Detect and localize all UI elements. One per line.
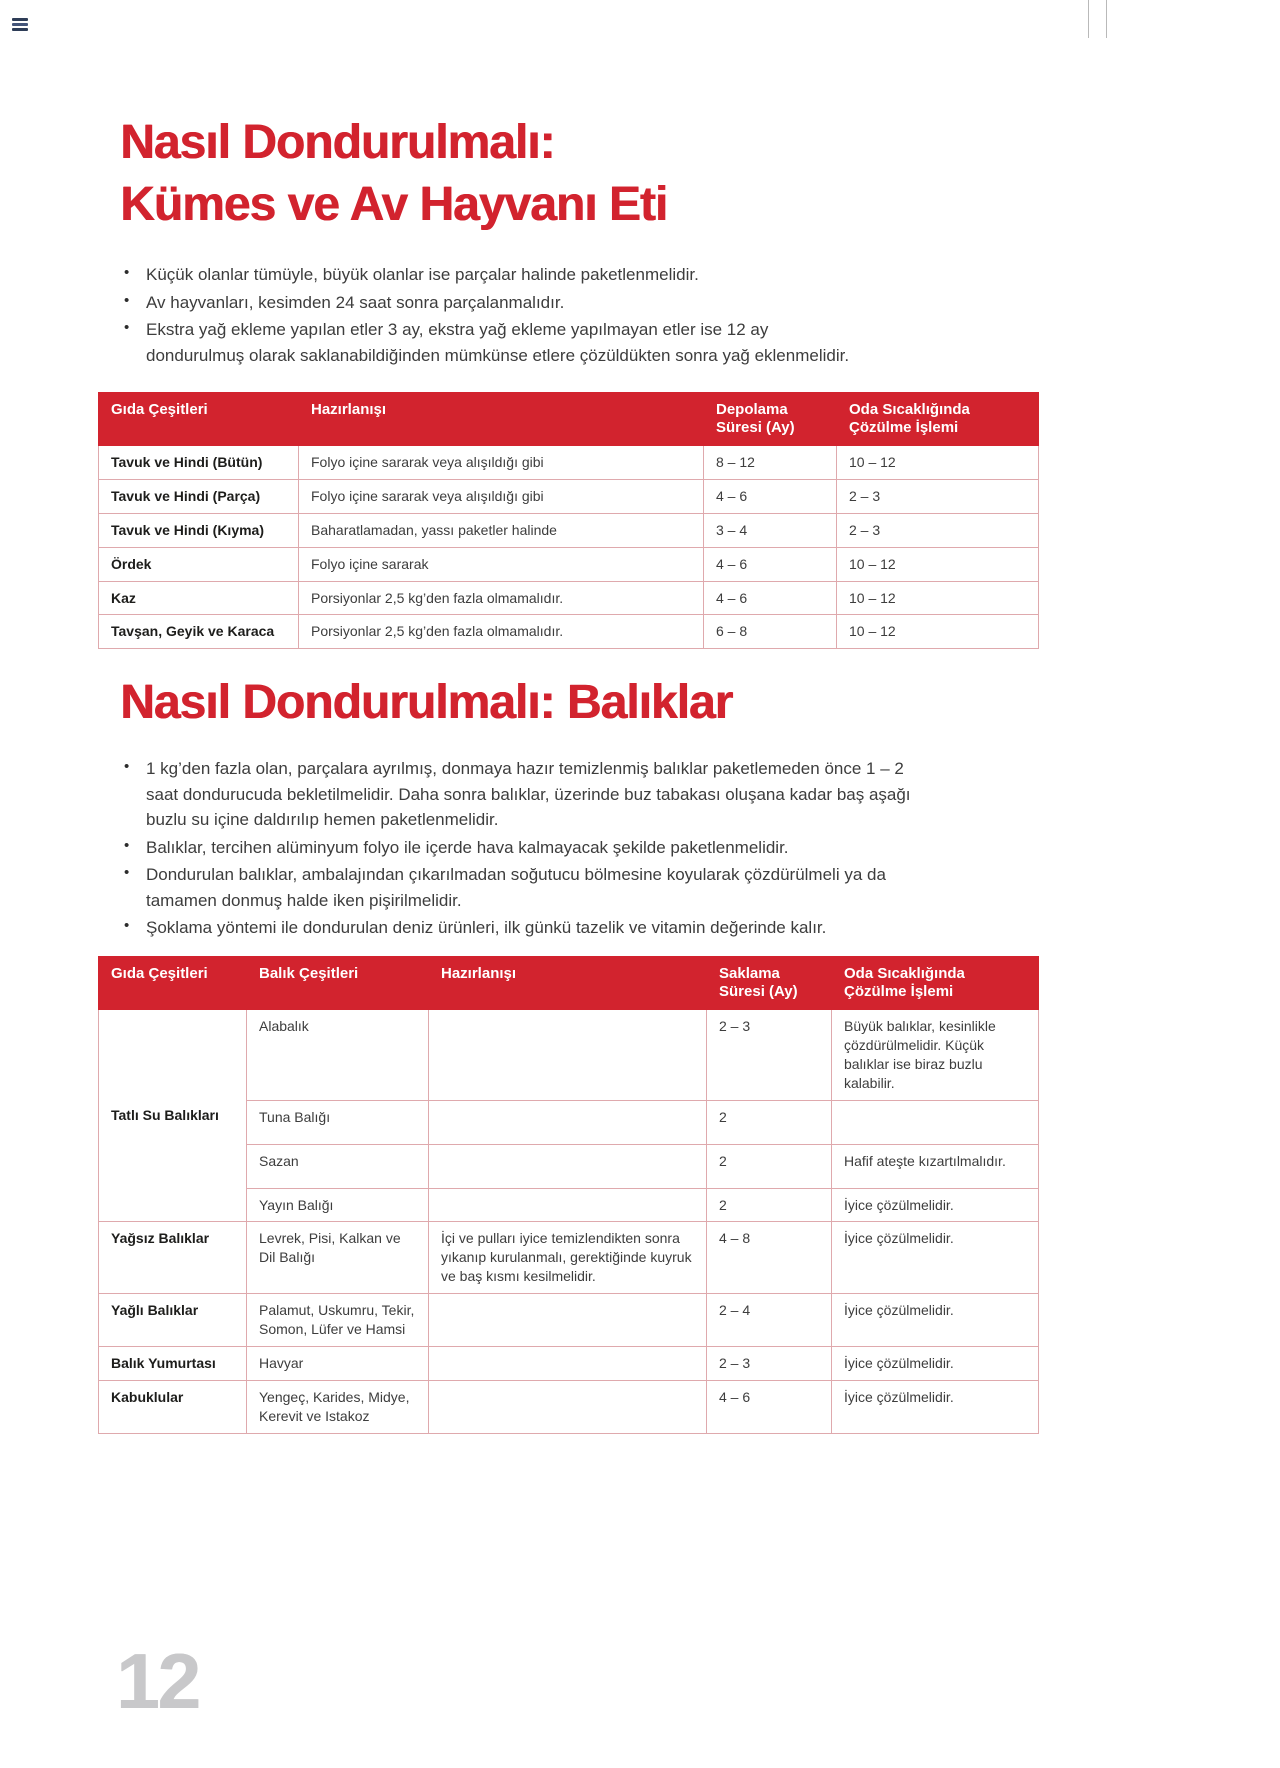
cell-preparation [429, 1188, 707, 1222]
cell-storage-time: 2 – 3 [707, 1010, 832, 1101]
poultry-game-table [98, 392, 1039, 649]
section1-title [120, 112, 667, 237]
cell-thawing: İyice çözülmelidir. [832, 1294, 1039, 1347]
cell-storage-time: 6 – 8 [704, 615, 837, 649]
cell-fish-type: Sazan [247, 1144, 429, 1188]
cell-fish-type: Tuna Balığı [247, 1100, 429, 1144]
table-row [99, 547, 1039, 581]
section1-title-line1: Nasıl Dondurulmalı: [120, 116, 555, 169]
page-number: 12 [116, 1637, 199, 1725]
bullet-item: • Küçük olanlar tümüyle, büyük olanlar ise parçalar halinde paketlenmelidir. [122, 262, 862, 288]
cell-preparation [429, 1294, 707, 1347]
section2-bullet-list [122, 756, 932, 943]
cell-thawing: İyice çözülmelidir. [832, 1188, 1039, 1222]
cell-preparation [429, 1100, 707, 1144]
bullet-item: • Av hayvanları, kesimden 24 saat sonra parçalanmalıdır. [122, 290, 862, 316]
table-row [99, 479, 1039, 513]
cell-thawing: 10 – 12 [837, 581, 1039, 615]
table-row [99, 1346, 1039, 1380]
cell-storage-time: 2 – 3 [707, 1346, 832, 1380]
cell-fish-type: Yengeç, Karides, Midye, Kerevit ve Istakoz [247, 1380, 429, 1433]
bullet-item: • Dondurulan balıklar, ambalajından çıkarılmadan soğutucu bölmesine koyularak çözdürülmeli ya da tamamen donmuş halde iken pişirilmelidir. [122, 862, 932, 913]
cell-preparation: Porsiyonlar 2,5 kg’den fazla olmamalıdır. [299, 581, 704, 615]
column-header-thawing: Oda Sıcaklığında Çözülme İşlemi [832, 957, 1039, 1010]
cell-fish-type: Palamut, Uskumru, Tekir, Somon, Lüfer ve Hamsi [247, 1294, 429, 1347]
crop-mark [1088, 0, 1089, 38]
cell-storage-time: 2 [707, 1100, 832, 1144]
cell-storage-time: 4 – 6 [704, 581, 837, 615]
section1-bullet-list [122, 262, 862, 370]
cell-preparation [429, 1144, 707, 1188]
cell-thawing: 10 – 12 [837, 547, 1039, 581]
cell-thawing: İyice çözülmelidir. [832, 1380, 1039, 1433]
cell-preparation [429, 1346, 707, 1380]
cell-food: Kabuklular [99, 1380, 247, 1433]
cell-preparation: Baharatlamadan, yassı paketler halinde [299, 513, 704, 547]
cell-preparation: Folyo içine sararak veya alışıldığı gibi [299, 446, 704, 480]
cell-food: Yağsız Balıklar [99, 1222, 247, 1294]
column-header-storage-time: Depolama Süresi (Ay) [704, 393, 837, 446]
table-row [99, 1380, 1039, 1433]
cell-thawing: Büyük balıklar, kesinlikle çözdürülmelidir. Küçük balıklar ise biraz buzlu kalabilir. [832, 1010, 1039, 1101]
cell-food: Tavuk ve Hindi (Parça) [99, 479, 299, 513]
cell-preparation: Folyo içine sararak veya alışıldığı gibi [299, 479, 704, 513]
cell-food: Tavşan, Geyik ve Karaca [99, 615, 299, 649]
cell-thawing: 2 – 3 [837, 479, 1039, 513]
column-header-preparation: Hazırlanışı [429, 957, 707, 1010]
column-header-food: Gıda Çeşitleri [99, 957, 247, 1010]
cell-storage-time: 2 [707, 1144, 832, 1188]
table-row [99, 1010, 1039, 1101]
cell-thawing [832, 1100, 1039, 1144]
cell-thawing: Hafif ateşte kızartılmalıdır. [832, 1144, 1039, 1188]
cell-storage-time: 4 – 6 [704, 479, 837, 513]
cell-food: Kaz [99, 581, 299, 615]
cell-thawing: İyice çözülmelidir. [832, 1222, 1039, 1294]
cell-storage-time: 2 [707, 1188, 832, 1222]
section1-title-line2: Kümes ve Av Hayvanı Eti [120, 178, 668, 232]
cell-thawing: 10 – 12 [837, 615, 1039, 649]
table-row [99, 1294, 1039, 1347]
table-row [99, 446, 1039, 480]
cell-food: Ördek [99, 547, 299, 581]
cell-preparation: Folyo içine sararak [299, 547, 704, 581]
table-header-row [99, 393, 1039, 446]
cell-storage-time: 4 – 8 [707, 1222, 832, 1294]
table-row [99, 513, 1039, 547]
cell-thawing: 2 – 3 [837, 513, 1039, 547]
table-row [99, 615, 1039, 649]
cell-preparation: İçi ve pulları iyice temizlendikten sonra yıkanıp kurulanmalı, gerektiğinde kuyruk ve baş kısmı kesilmelidir. [429, 1222, 707, 1294]
cell-fish-type: Havyar [247, 1346, 429, 1380]
column-header-fish-type: Balık Çeşitleri [247, 957, 429, 1010]
cell-food: Balık Yumurtası [99, 1346, 247, 1380]
column-header-preparation: Hazırlanışı [299, 393, 704, 446]
column-header-storage-time: Saklama Süresi (Ay) [707, 957, 832, 1010]
fish-table [98, 956, 1039, 1434]
menu-icon[interactable] [12, 18, 28, 31]
cell-storage-time: 4 – 6 [704, 547, 837, 581]
crop-mark [1106, 0, 1107, 38]
cell-food-group: Tatlı Su Balıkları [99, 1010, 247, 1222]
cell-fish-type: Alabalık [247, 1010, 429, 1101]
table-header-row [99, 957, 1039, 1010]
cell-preparation [429, 1010, 707, 1101]
bullet-item: • Şoklama yöntemi ile dondurulan deniz ürünleri, ilk günkü tazelik ve vitamin değerinde kalır. [122, 915, 932, 941]
cell-storage-time: 4 – 6 [707, 1380, 832, 1433]
cell-preparation: Porsiyonlar 2,5 kg’den fazla olmamalıdır. [299, 615, 704, 649]
cell-food: Tavuk ve Hindi (Bütün) [99, 446, 299, 480]
column-header-thawing: Oda Sıcaklığında Çözülme İşlemi [837, 393, 1039, 446]
bullet-item: • 1 kg’den fazla olan, parçalara ayrılmış, donmaya hazır temizlenmiş balıklar paketlemeden önce 1 – 2 saat dondurucuda bekletilmelidir. Daha sonra balıklar, üzerinde buz tabakası oluşana kadar baş aşağı buzlu su içine daldırılıp hemen paketlenmelidir. [122, 756, 932, 833]
section2-title: Nasıl Dondurulmalı: Balıklar [120, 676, 733, 729]
table-row [99, 1222, 1039, 1294]
cell-fish-type: Levrek, Pisi, Kalkan ve Dil Balığı [247, 1222, 429, 1294]
bullet-item: • Ekstra yağ ekleme yapılan etler 3 ay, ekstra yağ ekleme yapılmayan etler ise 12 ay dondurulmuş olarak saklanabildiğinden mümkünse etlere çözüldükten sonra yağ eklenmelidir. [122, 317, 862, 368]
bullet-item: • Balıklar, tercihen alüminyum folyo ile içerde hava kalmayacak şekilde paketlenmelidir. [122, 835, 932, 861]
table-row [99, 581, 1039, 615]
cell-storage-time: 8 – 12 [704, 446, 837, 480]
column-header-food: Gıda Çeşitleri [99, 393, 299, 446]
cell-food: Tavuk ve Hindi (Kıyma) [99, 513, 299, 547]
cell-fish-type: Yayın Balığı [247, 1188, 429, 1222]
cell-thawing: İyice çözülmelidir. [832, 1346, 1039, 1380]
cell-preparation [429, 1380, 707, 1433]
cell-food: Yağlı Balıklar [99, 1294, 247, 1347]
cell-storage-time: 2 – 4 [707, 1294, 832, 1347]
cell-storage-time: 3 – 4 [704, 513, 837, 547]
cell-thawing: 10 – 12 [837, 446, 1039, 480]
